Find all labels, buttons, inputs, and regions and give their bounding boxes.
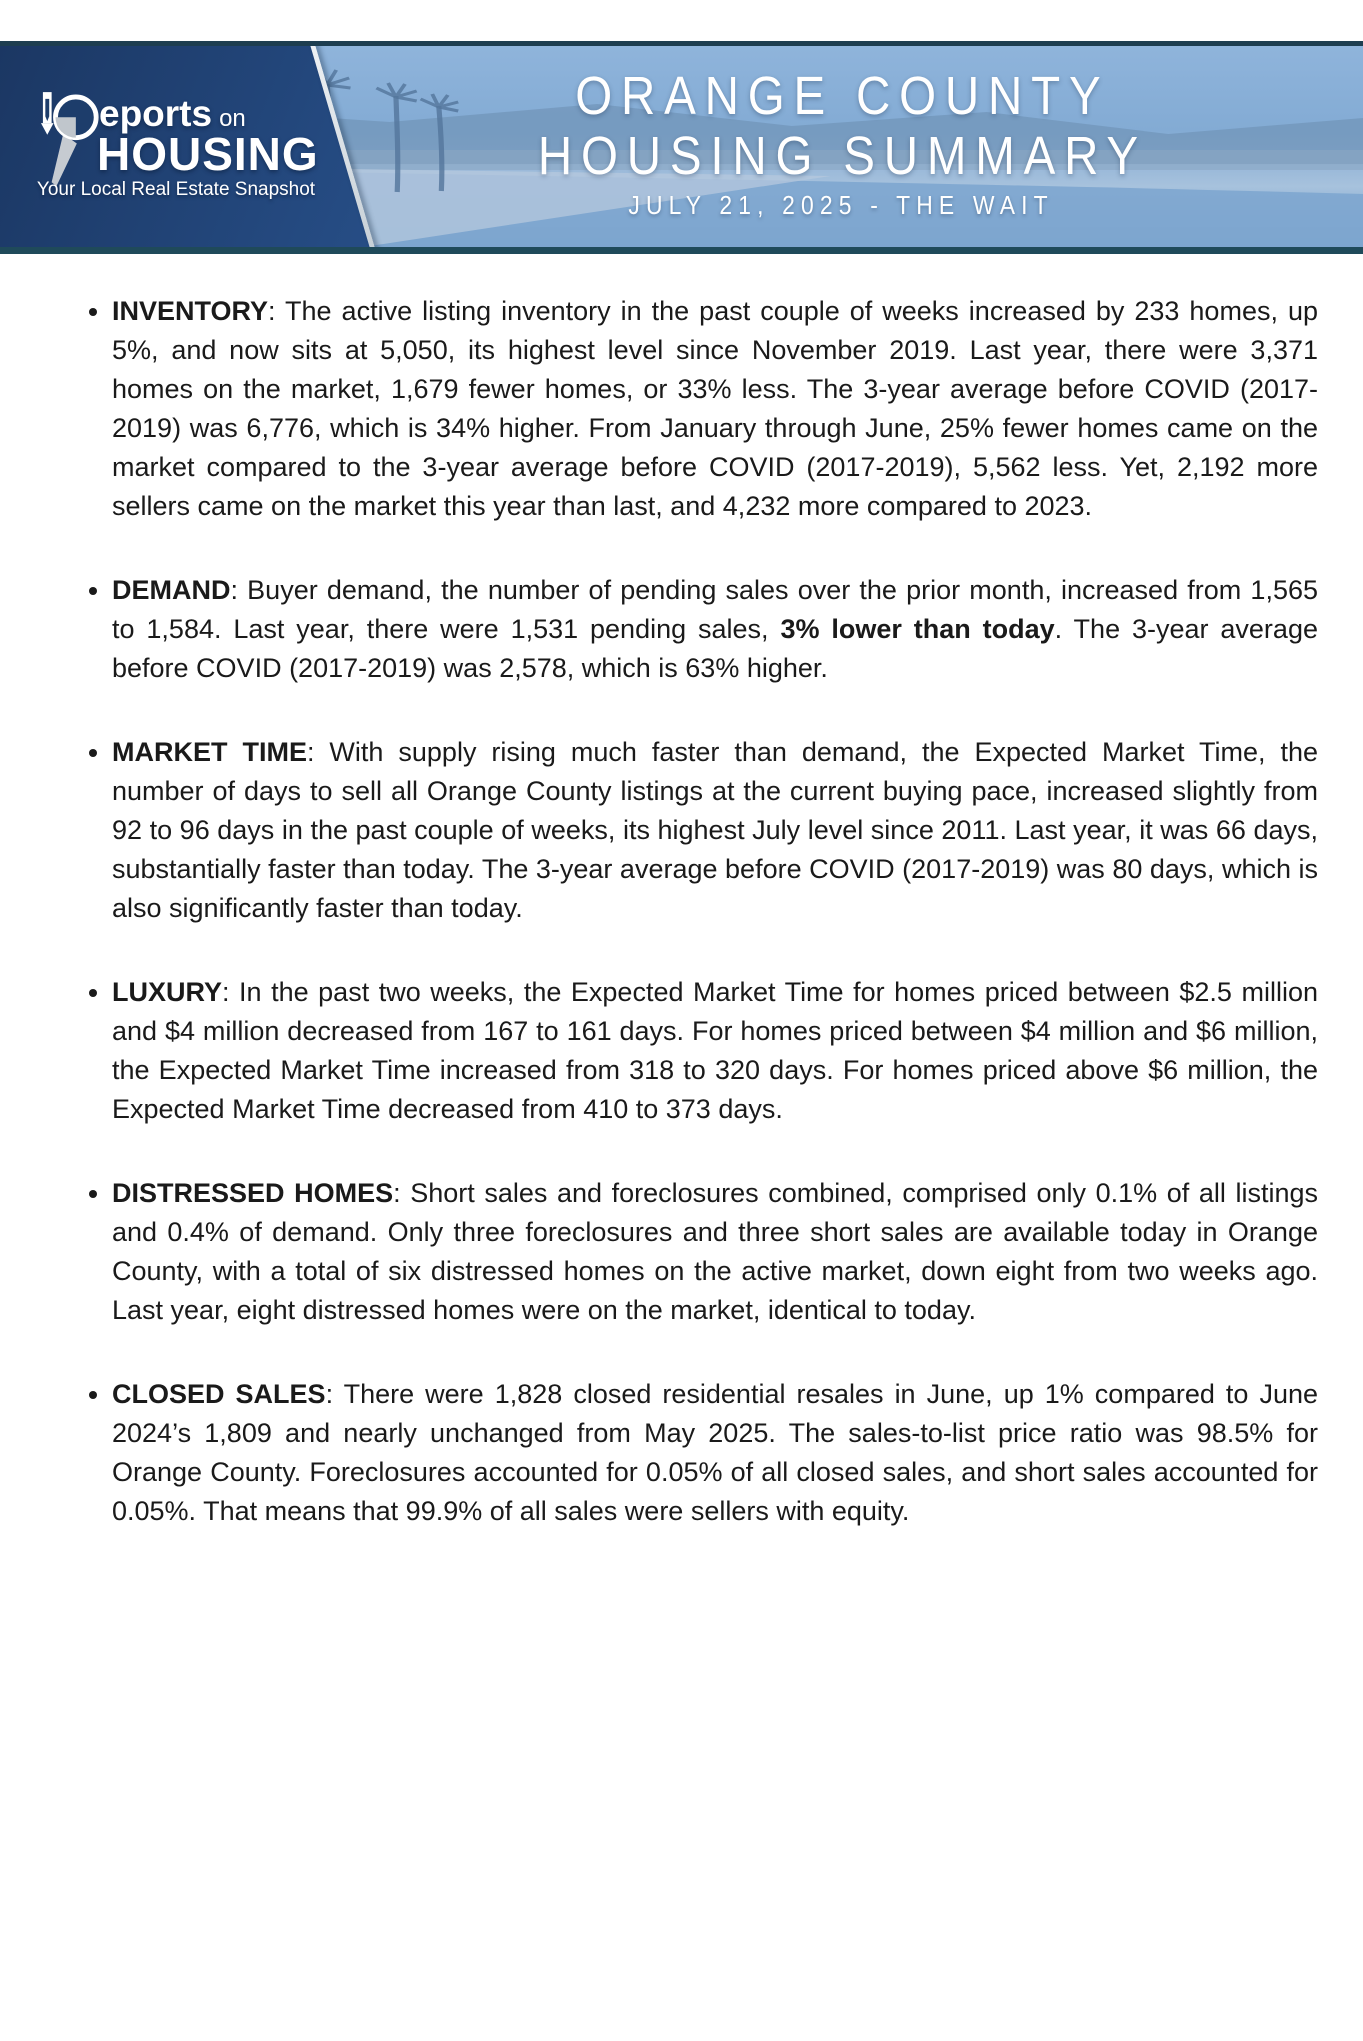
summary-item-closed-sales	[112, 1375, 1318, 1531]
bullet-text-bold: 3% lower than today	[780, 614, 1055, 644]
bullet-label: INVENTORY	[112, 296, 269, 326]
bullet-text: : The active listing inventory in the past couple of weeks increased by 233 homes, up 5%, and now sits at 5,050, its highest level since November 2019. Last year, there were 3,371 homes on the market, 1,679 fewer homes, or 33% less. The 3-year average before COVID (2017-2019) was 6,776, which is 34% higher. From January through June, 25% fewer homes came on the market compared to the 3-year average before COVID (2017-2019), 5,562 less. Yet, 2,192 more sellers came on the market this year than last, and 4,232 more compared to 2023.	[112, 296, 1318, 521]
housing-summary-page	[0, 41, 1363, 2041]
bullet-label: MARKET TIME	[112, 737, 307, 767]
banner-top-border	[0, 41, 1363, 46]
brand-on-text: on	[219, 105, 246, 132]
brand-reports-text: eports	[99, 93, 213, 134]
bullet-text: . The 3-year average before COVID (2017-2019) was 2,578, which is 63% higher.	[112, 614, 1318, 683]
bullet-text: : With supply rising much faster than demand, the Expected Market Time, the number of days to sell all Orange County listings at the current buying pace, increased slightly from 92 to 96 days in the past couple of weeks, its highest July level since 2011. Last year, it was 66 days, substantially faster than today. The 3-year average before COVID (2017-2019) was 80 days, which is also significantly faster than today.	[112, 737, 1318, 923]
summary-item-luxury	[112, 973, 1318, 1129]
bullet-text: : In the past two weeks, the Expected Market Time for homes priced between $2.5 million and $4 million decreased from 167 to 161 days. For homes priced between $4 million and $6 million, the Expected Market Time increased from 318 to 320 days. For homes priced above $6 million, the Expected Market Time decreased from 410 to 373 days.	[112, 977, 1318, 1124]
page-title-line2: HOUSING SUMMARY	[537, 126, 1147, 186]
banner-title-block	[313, 46, 1363, 222]
brand-housing-text: HOUSING	[97, 128, 319, 180]
banner-content	[0, 46, 1363, 247]
bullet-label: LUXURY	[112, 977, 223, 1007]
summary-item-market-time	[112, 733, 1318, 928]
summary-list	[0, 292, 1318, 1531]
bullet-label: DISTRESSED HOMES	[112, 1178, 394, 1208]
page-title-line1: ORANGE COUNTY	[575, 66, 1110, 126]
r-arrow	[41, 123, 54, 135]
banner-bottom-border	[0, 247, 1363, 254]
page-subtitle: JULY 21, 2025 - THE WAIT	[628, 190, 1054, 220]
magnifier-lens-quarter	[56, 117, 76, 137]
summary-item-inventory	[112, 292, 1318, 526]
summary-item-distressed-homes	[112, 1174, 1318, 1330]
summary-item-demand	[112, 571, 1318, 688]
bullet-text: : Buyer demand, the number of pending sales over the prior month, increased from 1,565 to 1,584. Last year, there were 1,531 pending sales,	[112, 575, 1318, 644]
summary-content	[0, 292, 1363, 1531]
bullet-text: : There were 1,828 closed residential resales in June, up 1% compared to June 2024’s 1,809 and nearly unchanged from May 2025. The sales-to-list price ratio was 98.5% for Orange County. Foreclosures accounted for 0.05% of all closed sales, and short sales accounted for 0.05%. That means that 99.9% of all sales were sellers with equity.	[112, 1379, 1318, 1526]
bullet-text: : Short sales and foreclosures combined, comprised only 0.1% of all listings and 0.4% of demand. Only three foreclosures and three short sales are available today in Orange County, with a total of six distressed homes on the active market, down eight from two weeks ago. Last year, eight distressed homes were on the market, identical to today.	[112, 1178, 1318, 1325]
header-banner	[0, 41, 1363, 254]
brand-tagline: Your Local Real Estate Snapshot	[36, 179, 316, 200]
bullet-label: DEMAND	[112, 575, 231, 605]
bullet-label: CLOSED SALES	[112, 1379, 326, 1409]
